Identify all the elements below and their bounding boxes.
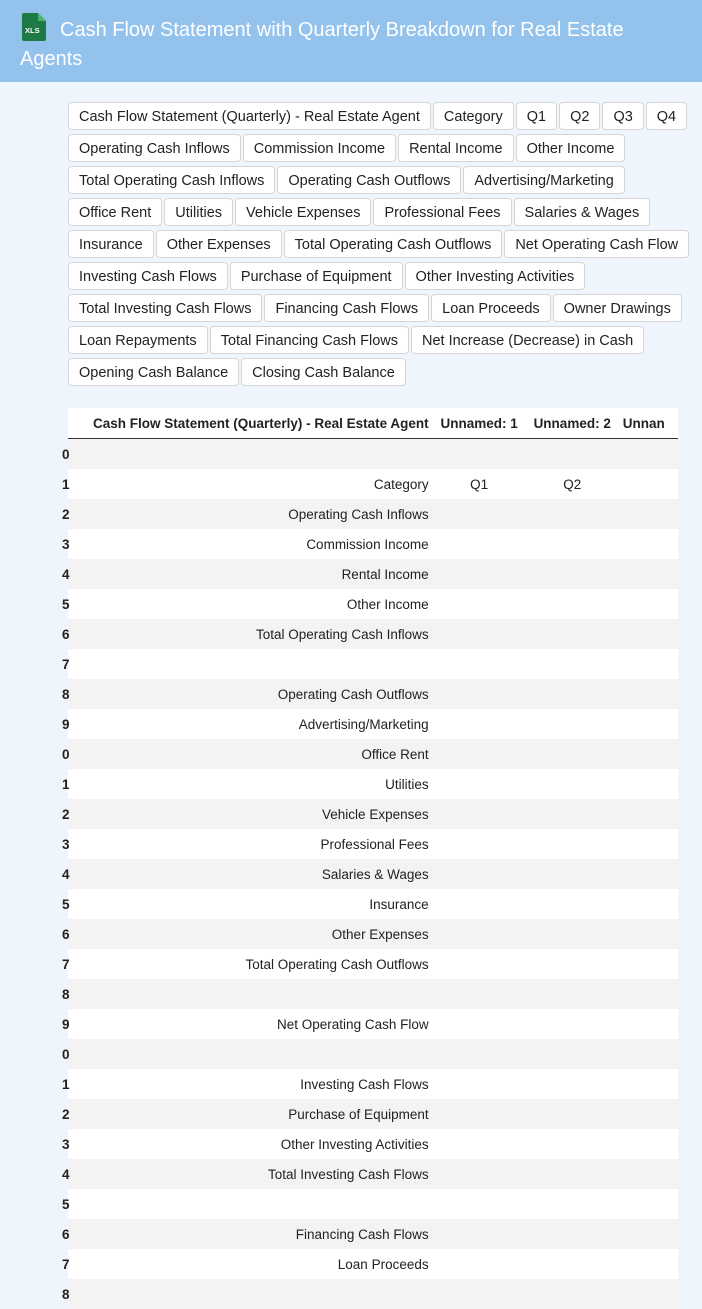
column-tag[interactable]: Other Expenses [156, 230, 282, 258]
table-cell: Q1 [433, 469, 526, 499]
table-cell [433, 1219, 526, 1249]
table-cell [619, 529, 678, 559]
table-cell: Total Investing Cash Flows [72, 1159, 433, 1189]
column-tag[interactable]: Net Operating Cash Flow [504, 230, 689, 258]
svg-text:XLS: XLS [25, 26, 40, 35]
page-header [0, 0, 702, 82]
table-cell [433, 439, 526, 470]
table-cell [526, 1099, 619, 1129]
table-cell [619, 679, 678, 709]
main-content [0, 82, 702, 1309]
table-row [68, 799, 678, 829]
table-cell [526, 679, 619, 709]
table-cell [72, 1039, 433, 1069]
table-cell [526, 619, 619, 649]
table-row [68, 1039, 678, 1069]
row-index: 3 [68, 529, 72, 559]
table-cell [526, 889, 619, 919]
column-tag[interactable]: Owner Drawings [553, 294, 682, 322]
row-index: 5 [68, 1189, 72, 1219]
table-cell [526, 979, 619, 1009]
column-tag[interactable]: Advertising/Marketing [463, 166, 624, 194]
table-row [68, 1249, 678, 1279]
table-cell [526, 1039, 619, 1069]
row-index: 1 [68, 469, 72, 499]
table-cell [433, 679, 526, 709]
column-tag[interactable]: Q2 [559, 102, 600, 130]
table-cell [433, 1039, 526, 1069]
table-row [68, 559, 678, 589]
table-cell [526, 499, 619, 529]
table-cell [72, 1189, 433, 1219]
row-index: 9 [68, 709, 72, 739]
table-cell [526, 649, 619, 679]
column-tag[interactable]: Total Operating Cash Inflows [68, 166, 275, 194]
table-cell [526, 769, 619, 799]
table-cell: Q2 [526, 469, 619, 499]
row-index: 1 [68, 769, 72, 799]
column-tag[interactable]: Q1 [516, 102, 557, 130]
table-row [68, 1279, 678, 1309]
table-cell: Operating Cash Inflows [72, 499, 433, 529]
row-index: 8 [68, 979, 72, 1009]
data-table [62, 408, 678, 1309]
table-cell [619, 709, 678, 739]
table-row [68, 1009, 678, 1039]
column-tag[interactable]: Professional Fees [373, 198, 511, 226]
row-index: 3 [68, 1129, 72, 1159]
table-cell: Commission Income [72, 529, 433, 559]
table-cell [619, 1219, 678, 1249]
row-index: 9 [68, 1009, 72, 1039]
table-cell [526, 1069, 619, 1099]
table-cell [619, 1279, 678, 1309]
table-cell [433, 859, 526, 889]
table-cell [619, 649, 678, 679]
column-tag[interactable]: Q4 [646, 102, 687, 130]
table-cell [526, 1159, 619, 1189]
table-cell: Rental Income [72, 559, 433, 589]
table-cell [619, 739, 678, 769]
table-cell [433, 1279, 526, 1309]
column-tag[interactable]: Q3 [602, 102, 643, 130]
row-index: 8 [68, 679, 72, 709]
table-cell [433, 589, 526, 619]
table-cell: Professional Fees [72, 829, 433, 859]
table-cell [526, 1219, 619, 1249]
table-cell [526, 439, 619, 470]
column-tag[interactable]: Loan Repayments [68, 326, 208, 354]
table-cell [526, 949, 619, 979]
column-tag[interactable]: Total Operating Cash Outflows [284, 230, 503, 258]
column-tag[interactable]: Rental Income [398, 134, 514, 162]
table-cell: Investing Cash Flows [72, 1069, 433, 1099]
table-cell [619, 559, 678, 589]
table-cell: Total Operating Cash Inflows [72, 619, 433, 649]
table-row [68, 889, 678, 919]
row-index: 7 [68, 949, 72, 979]
row-index: 4 [68, 859, 72, 889]
table-cell [433, 1159, 526, 1189]
table-cell [619, 589, 678, 619]
column-tag[interactable]: Operating Cash Inflows [68, 134, 241, 162]
table-cell [619, 1249, 678, 1279]
table-cell [526, 739, 619, 769]
table-cell: Other Income [72, 589, 433, 619]
table-row [68, 679, 678, 709]
table-cell [526, 799, 619, 829]
table-cell [433, 1189, 526, 1219]
column-tag[interactable]: Financing Cash Flows [264, 294, 429, 322]
table-row [68, 919, 678, 949]
column-tag[interactable]: Other Income [516, 134, 626, 162]
table-cell [72, 979, 433, 1009]
column-tag-list [68, 102, 694, 386]
table-row [68, 739, 678, 769]
table-cell [619, 1189, 678, 1219]
table-row [68, 1129, 678, 1159]
column-header: Unnan [619, 408, 678, 439]
row-index: 5 [68, 889, 72, 919]
table-cell: Other Investing Activities [72, 1129, 433, 1159]
table-cell: Purchase of Equipment [72, 1099, 433, 1129]
table-cell [619, 1009, 678, 1039]
table-cell [526, 1279, 619, 1309]
column-tag[interactable]: Insurance [68, 230, 154, 258]
table-cell [433, 919, 526, 949]
table-cell [433, 1009, 526, 1039]
column-header: Cash Flow Statement (Quarterly) - Real Estate Agent [72, 408, 433, 439]
column-tag[interactable]: Utilities [164, 198, 233, 226]
table-cell: Utilities [72, 769, 433, 799]
row-index: 0 [68, 739, 72, 769]
table-cell [433, 529, 526, 559]
table-row [68, 529, 678, 559]
table-cell [526, 859, 619, 889]
table-cell [72, 649, 433, 679]
page-title: Cash Flow Statement with Quarterly Breakdown for Real Estate Agents [20, 19, 624, 70]
column-tag[interactable]: Operating Cash Outflows [277, 166, 461, 194]
table-cell: Vehicle Expenses [72, 799, 433, 829]
row-index: 2 [68, 799, 72, 829]
table-cell [433, 1249, 526, 1279]
table-row [68, 1219, 678, 1249]
table-cell [526, 529, 619, 559]
data-table-container[interactable] [62, 408, 678, 1309]
row-index: 0 [68, 439, 72, 470]
column-tag[interactable]: Loan Proceeds [431, 294, 551, 322]
table-cell [619, 619, 678, 649]
table-cell [433, 979, 526, 1009]
table-cell [433, 889, 526, 919]
column-tag[interactable]: Investing Cash Flows [68, 262, 228, 290]
row-index: 1 [68, 1069, 72, 1099]
table-row [68, 469, 678, 499]
xls-file-icon [20, 12, 48, 42]
table-cell: Financing Cash Flows [72, 1219, 433, 1249]
column-tag[interactable]: Cash Flow Statement (Quarterly) - Real Estate Agent [68, 102, 431, 130]
column-tag[interactable]: Other Investing Activities [405, 262, 586, 290]
table-cell [619, 1159, 678, 1189]
table-cell: Category [72, 469, 433, 499]
table-cell [526, 1129, 619, 1159]
table-row [68, 859, 678, 889]
table-cell: Office Rent [72, 739, 433, 769]
table-cell [433, 559, 526, 589]
row-index: 6 [68, 919, 72, 949]
table-cell [526, 919, 619, 949]
table-cell: Other Expenses [72, 919, 433, 949]
column-tag[interactable]: Closing Cash Balance [241, 358, 406, 386]
column-tag[interactable]: Office Rent [68, 198, 162, 226]
table-cell [433, 1099, 526, 1129]
table-cell: Advertising/Marketing [72, 709, 433, 739]
table-cell [433, 499, 526, 529]
table-cell: Operating Cash Outflows [72, 679, 433, 709]
table-cell [433, 799, 526, 829]
row-index: 2 [68, 1099, 72, 1129]
column-tag[interactable]: Vehicle Expenses [235, 198, 371, 226]
table-row [68, 979, 678, 1009]
table-row [68, 1069, 678, 1099]
table-cell [619, 979, 678, 1009]
table-row [68, 589, 678, 619]
table-row [68, 439, 678, 470]
row-index: 2 [68, 499, 72, 529]
table-cell [72, 1279, 433, 1309]
table-cell [619, 1129, 678, 1159]
table-row [68, 949, 678, 979]
row-index: 5 [68, 589, 72, 619]
column-tag[interactable]: Total Investing Cash Flows [68, 294, 262, 322]
table-row [68, 829, 678, 859]
table-cell [526, 1249, 619, 1279]
table-cell [619, 769, 678, 799]
table-cell [433, 649, 526, 679]
column-header: Unnamed: 1 [433, 408, 526, 439]
table-cell: Total Operating Cash Outflows [72, 949, 433, 979]
table-cell [619, 1069, 678, 1099]
table-row [68, 1099, 678, 1129]
table-cell: Loan Proceeds [72, 1249, 433, 1279]
table-cell [433, 739, 526, 769]
row-index: 8 [68, 1279, 72, 1309]
table-cell [433, 619, 526, 649]
table-cell [619, 469, 678, 499]
table-cell [526, 1189, 619, 1219]
row-index: 7 [68, 1249, 72, 1279]
row-index: 3 [68, 829, 72, 859]
row-index: 0 [68, 1039, 72, 1069]
row-index: 6 [68, 619, 72, 649]
table-cell [619, 1039, 678, 1069]
table-cell [433, 1069, 526, 1099]
table-cell [619, 499, 678, 529]
table-row [68, 619, 678, 649]
table-cell [433, 1129, 526, 1159]
table-cell [619, 799, 678, 829]
table-cell [526, 589, 619, 619]
table-row [68, 649, 678, 679]
column-tag[interactable]: Net Increase (Decrease) in Cash [411, 326, 644, 354]
column-tag[interactable]: Total Financing Cash Flows [210, 326, 409, 354]
table-cell [526, 829, 619, 859]
table-row [68, 769, 678, 799]
table-cell [433, 949, 526, 979]
column-tag[interactable]: Purchase of Equipment [230, 262, 403, 290]
row-index: 7 [68, 649, 72, 679]
table-cell [433, 829, 526, 859]
table-cell [526, 709, 619, 739]
table-cell [619, 919, 678, 949]
table-cell [619, 1099, 678, 1129]
table-row [68, 709, 678, 739]
column-header: Unnamed: 2 [526, 408, 619, 439]
table-cell [619, 949, 678, 979]
table-cell [619, 859, 678, 889]
table-row [68, 1189, 678, 1219]
table-cell [72, 439, 433, 470]
column-tag[interactable]: Opening Cash Balance [68, 358, 239, 386]
table-row [68, 499, 678, 529]
table-cell [619, 889, 678, 919]
table-cell [526, 1009, 619, 1039]
table-cell [619, 439, 678, 470]
table-cell [433, 769, 526, 799]
table-header-row [68, 408, 678, 439]
table-cell [526, 559, 619, 589]
table-row [68, 1159, 678, 1189]
table-cell: Net Operating Cash Flow [72, 1009, 433, 1039]
table-cell [433, 709, 526, 739]
table-cell: Salaries & Wages [72, 859, 433, 889]
table-cell: Insurance [72, 889, 433, 919]
column-tag[interactable]: Category [433, 102, 514, 130]
column-tag[interactable]: Commission Income [243, 134, 396, 162]
row-index: 4 [68, 1159, 72, 1189]
row-index: 4 [68, 559, 72, 589]
row-index: 6 [68, 1219, 72, 1249]
table-cell [619, 829, 678, 859]
column-tag[interactable]: Salaries & Wages [514, 198, 651, 226]
